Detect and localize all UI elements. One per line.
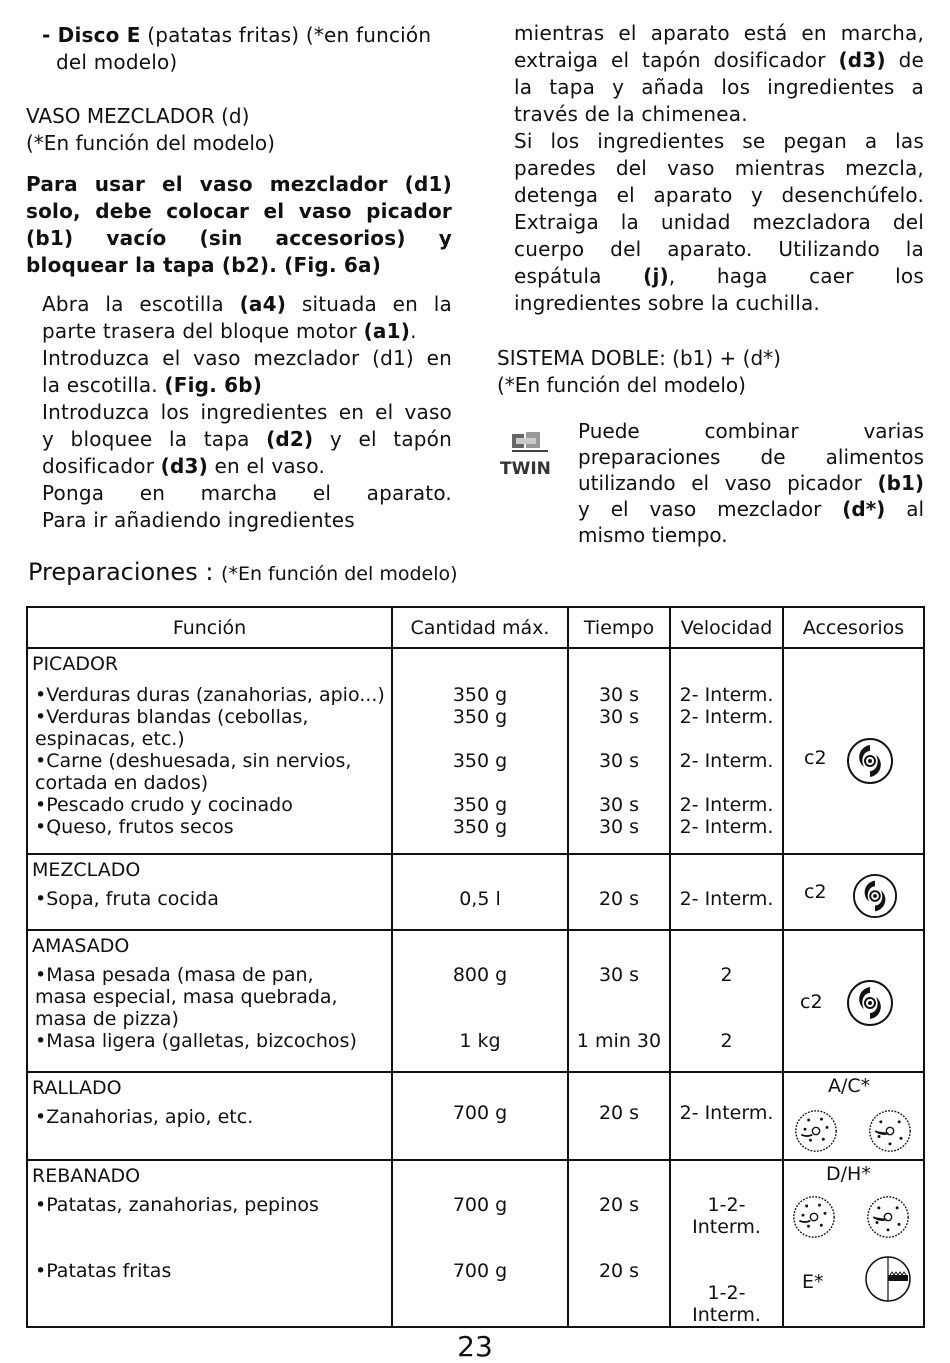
accessory-label: E* [802,1271,824,1293]
paragraph-text: través de la chimenea. [514,102,748,126]
table-row-amasado [27,930,924,1072]
list-item: •Patatas fritas [35,1260,172,1282]
cell-rallado-tiempo [568,1072,670,1160]
paragraph-text: . [410,319,417,343]
twin-description [578,418,924,548]
cell-amasado-tiempo [568,930,670,1072]
paragraph-line [42,507,452,534]
list-line: 350 g [452,750,508,772]
list-line: •Carne (deshuesada, sin nervios, [35,750,352,772]
list-line: •Masa pesada (masa de pan, [35,964,314,986]
page-number: 23 [457,1330,493,1363]
sistema-heading: SISTEMA DOBLE: (b1) + (d*) [497,346,781,370]
paragraph-text: y el vaso mezclador [578,497,843,521]
list-line: 800 g [452,964,508,986]
paragraph-text: espátula [514,264,644,288]
qty-value: 700 g [452,1194,508,1216]
list-line [569,772,669,794]
paragraph-line [578,522,924,548]
reference-label: (d*) [842,497,886,521]
paragraph-line [514,290,924,317]
category-name: PICADOR [32,653,119,675]
list-line: 20 s [598,888,640,910]
svg-text:TWIN: TWIN [500,459,551,479]
list-line: •Verduras duras (zanahorias, apio...) [35,684,385,706]
speed-value: 1-2- Interm. [692,1282,761,1326]
list-line: 30 s [598,794,640,816]
list-line [671,986,782,1008]
list-line [671,772,782,794]
list-line: 700 g [452,1102,508,1124]
chopping-blade-icon [852,873,898,919]
paragraph-line [514,155,924,182]
speed-value: 1-2- Interm. [692,1194,761,1238]
cell-amasado-velocidad [670,930,783,1072]
paragraph-text: Para ir añadiendo ingredientes [42,508,355,532]
reference-label: (a4) [239,292,287,316]
disco-e-desc: (patatas fritas) (*en función [140,23,432,47]
list-line: masa especial, masa quebrada, [35,986,338,1008]
category-name: RALLADO [32,1077,122,1099]
paragraph-line [578,418,924,444]
warning-line: bloquear la tapa (b2). (Fig. 6a) [26,253,382,277]
paragraph-text: preparaciones de alimentos [578,445,924,469]
reference-label: (a1) [363,319,411,343]
list-line: •Queso, frutos secos [35,816,234,838]
chopping-blade-icon [846,737,894,785]
paragraph-text: Abra la escotilla [42,292,240,316]
paragraph-text: en el vaso. [208,454,326,478]
cell-rebanado-velocidad [670,1160,783,1327]
accessory-label: c2 [804,747,827,769]
paragraph-text: cuerpo del aparato. Utilizando la [514,237,924,261]
reference-label: (d3) [160,454,208,478]
vaso-heading: VASO MEZCLADOR (d) [26,104,250,128]
paragraph-text: dosificador [42,454,161,478]
table-row-rebanado [27,1160,924,1327]
table-row-mezclado [27,854,924,930]
paragraph-text: Si los ingredientes se pegan a las [514,129,924,153]
paragraph-line [514,263,924,290]
paragraph-text: Extraiga la unidad mezcladora del [514,210,924,234]
paragraph-text: y el tapón [313,427,452,451]
list-line: 30 s [598,684,640,706]
paragraph-line [42,318,452,345]
paragraph-text: ingredientes sobre la cuchilla. [514,291,820,315]
paragraph-text: mientras el aparato está en marcha, [514,21,924,45]
list-line: •Sopa, fruta cocida [35,888,219,910]
qty-value: 700 g [452,1260,508,1282]
list-line: 0,5 l [459,888,501,910]
twin-logo [498,430,570,480]
warning-line: (b1) vacío (sin accesorios) y [26,226,452,250]
cell-amasado-accesorios [783,930,924,1072]
warning-line: Para usar el vaso mezclador (d1) [26,172,452,196]
disco-e-desc-2: del modelo) [56,50,178,74]
slicing-disc-icon [866,1195,910,1239]
warning-line: solo, debe colocar el vaso picador [26,199,452,223]
cell-mezclado-funcion [27,854,392,930]
paragraph-line [578,470,924,496]
cell-amasado-cantidad [392,930,568,1072]
prep-subtitle: (*En función del modelo) [221,563,458,585]
list-line: 20 s [598,1102,640,1124]
disco-e-note [42,22,452,76]
paragraph-line [42,426,452,453]
vaso-subheading: (*En función del modelo) [26,131,275,155]
chopping-blade-icon [846,979,894,1027]
list-line: 30 s [598,706,640,728]
preparation-table [26,606,925,1328]
list-line: 2- Interm. [679,750,774,772]
list-line: 2- Interm. [679,794,774,816]
list-item: •Patatas, zanahorias, pepinos [35,1194,319,1216]
cell-mezclado-velocidad [670,854,783,930]
time-value: 20 s [598,1260,640,1282]
list-line: 2- Interm. [679,1102,774,1124]
paragraph-text: la escotilla. [42,373,165,397]
category-name: MEZCLADO [32,859,141,881]
cell-rallado-funcion [27,1072,392,1160]
accessory-label: A/C* [828,1075,871,1097]
accessory-label: D/H* [826,1163,871,1185]
list-line: espinacas, etc.) [35,728,185,750]
list-line: 2- Interm. [679,888,774,910]
paragraph-text: de [885,48,924,72]
paragraph-line [578,444,924,470]
cell-mezclado-cantidad [392,854,568,930]
paragraph-line [514,47,924,74]
reference-label: (b1) [877,471,924,495]
accessory-label: c2 [800,991,823,1013]
category-name: REBANADO [32,1165,141,1187]
cell-picador-cantidad [392,648,568,854]
paragraph-line [514,128,924,155]
list-line: 30 s [598,750,640,772]
table-header-row [27,607,924,648]
list-line: 30 s [598,816,640,838]
list-line [569,1008,669,1030]
header-cantidad: Cantidad máx. [392,607,568,648]
list-line: 1 kg [459,1030,501,1052]
list-line [393,986,567,1008]
paragraph-text: situada en la [286,292,452,316]
list-line [393,1008,567,1030]
list-line [569,728,669,750]
table-row-picador [27,648,924,854]
list-line: 350 g [452,706,508,728]
list-line: 350 g [452,684,508,706]
list-line: 350 g [452,794,508,816]
list-line: •Pescado crudo y cocinado [35,794,293,816]
paragraph-text: al [885,497,925,521]
list-line: 2- Interm. [679,816,774,838]
list-line: •Verduras blandas (cebollas, [35,706,309,728]
cell-picador-tiempo [568,648,670,854]
paragraph-text: la tapa y añada los ingredientes a [514,75,924,99]
vaso-warning [26,171,452,279]
cell-amasado-funcion [27,930,392,1072]
paragraph-text: Introduzca los ingredientes en el vaso [42,400,452,424]
vaso-instructions [42,291,452,534]
paragraph-text: detenga el aparato y desenchúfelo. [514,183,924,207]
list-line: 1 min 30 [576,1030,662,1052]
cell-rebanado-funcion [27,1160,392,1327]
list-line: •Zanahorias, apio, etc. [35,1106,254,1128]
cell-mezclado-accesorios [783,854,924,930]
cell-mezclado-tiempo [568,854,670,930]
paragraph-line [514,101,924,128]
sistema-subheading: (*En función del modelo) [497,373,746,397]
cell-rebanado-tiempo [568,1160,670,1327]
paragraph-text: , haga caer los [668,264,924,288]
reference-label: (d3) [838,48,886,72]
category-name: AMASADO [32,935,130,957]
paragraph-line [514,209,924,236]
list-line [569,986,669,1008]
grating-disc-icon [794,1109,838,1153]
cell-rebanado-cantidad [392,1160,568,1327]
paragraph-text: utilizando el vaso picador [578,471,878,495]
cell-picador-velocidad [670,648,783,854]
paragraph-text: Introduzca el vaso mezclador (d1) en [42,346,452,370]
paragraph-line [42,480,452,507]
list-line [393,728,567,750]
paragraph-text: Ponga en marcha el aparato. [42,481,452,505]
cell-rallado-velocidad [670,1072,783,1160]
list-line: •Masa ligera (galletas, bizcochos) [35,1030,357,1052]
list-line: cortada en dados) [35,772,209,794]
paragraph-text: paredes del vaso mientras mezcla, [514,156,924,180]
header-funcion: Función [27,607,392,648]
reference-label: (j) [643,264,669,288]
reference-label: (d2) [266,427,314,451]
cell-picador-funcion [27,648,392,854]
paragraph-text: parte trasera del bloque motor [42,319,364,343]
disco-e-label: - Disco E [42,23,141,47]
cell-rallado-cantidad [392,1072,568,1160]
paragraph-line [514,20,924,47]
prep-title-text: Preparaciones : [28,558,222,586]
paragraph-line [514,182,924,209]
list-line: 2- Interm. [679,684,774,706]
header-accesorios: Accesorios [783,607,924,648]
list-line [393,772,567,794]
paragraph-text: Puede combinar varias [578,419,924,443]
cell-rebanado-accesorios [783,1160,924,1327]
twin-logo-icon [498,430,570,480]
accessory-label: c2 [804,881,827,903]
paragraph-line [42,291,452,318]
cell-picador-accesorios [783,648,924,854]
list-line: masa de pizza) [35,1008,179,1030]
table-row-rallado [27,1072,924,1160]
header-tiempo: Tiempo [568,607,670,648]
grating-disc-icon [868,1109,912,1153]
paragraph-line [578,496,924,522]
list-line [671,728,782,750]
french-fry-disc-icon [864,1255,912,1303]
paragraph-line [514,236,924,263]
paragraph-line [42,345,452,372]
paragraph-text: y bloquee la tapa [42,427,267,451]
list-line: 350 g [452,816,508,838]
list-line: 2 [720,1030,733,1052]
paragraph-line [42,399,452,426]
reference-label: (Fig. 6b) [164,373,263,397]
paragraph-line [42,453,452,480]
cell-rallado-accesorios [783,1072,924,1160]
vaso-instructions-cont [514,20,924,317]
paragraph-line [514,74,924,101]
list-line [671,1008,782,1030]
paragraph-text: extraiga el tapón dosificador [514,48,839,72]
paragraph-line [42,372,452,399]
slicing-disc-icon [792,1195,836,1239]
list-line: 2- Interm. [679,706,774,728]
time-value: 20 s [598,1194,640,1216]
prep-title [28,558,458,586]
list-line: 30 s [598,964,640,986]
header-velocidad: Velocidad [670,607,783,648]
paragraph-text: mismo tiempo. [578,523,728,547]
list-line: 2 [720,964,733,986]
